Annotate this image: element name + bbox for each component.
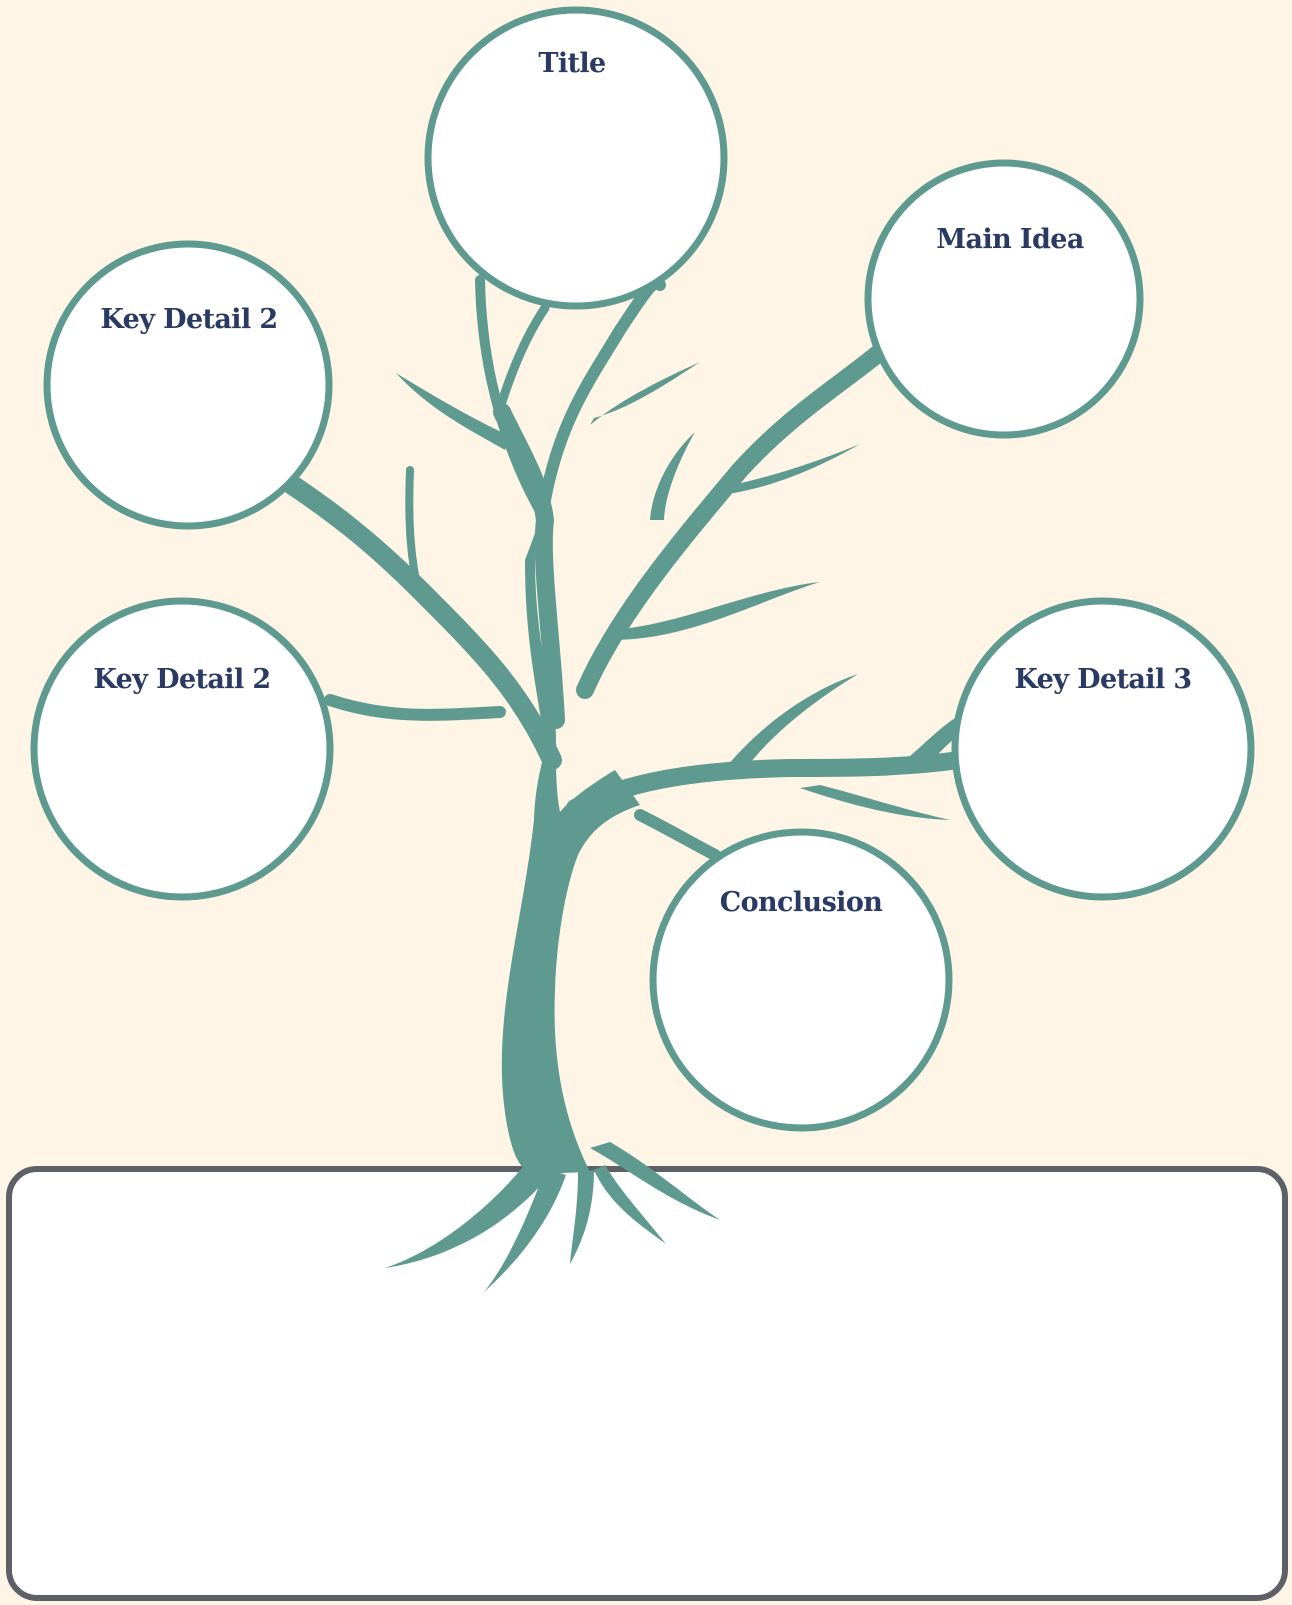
tree-branches [285,280,960,855]
node-key-detail-3[interactable] [955,601,1251,897]
key-detail-2-lower-label: Key Detail 2 [93,664,271,695]
idea-circles [34,10,1251,1128]
key-detail-2-upper-label: Key Detail 2 [100,304,278,335]
key-detail-2-upper-circle[interactable] [47,244,329,526]
main-idea-label: Main Idea [936,224,1084,255]
node-title[interactable] [428,10,724,306]
node-main-idea[interactable] [868,163,1140,435]
tree-twigs [396,362,962,820]
key-detail-3-circle[interactable] [955,601,1251,897]
node-key-detail-2-upper[interactable] [47,244,329,526]
key-detail-2-lower-circle[interactable] [34,601,330,897]
node-key-detail-2-lower[interactable] [34,601,330,897]
roots-box[interactable] [9,1169,1285,1598]
tree-trunk-and-branches [285,280,962,1292]
conclusion-circle[interactable] [653,832,949,1128]
title-label: Title [538,48,606,79]
node-conclusion[interactable] [653,832,949,1128]
key-detail-3-label: Key Detail 3 [1014,664,1192,695]
main-idea-circle[interactable] [868,163,1140,435]
conclusion-label: Conclusion [719,887,883,918]
